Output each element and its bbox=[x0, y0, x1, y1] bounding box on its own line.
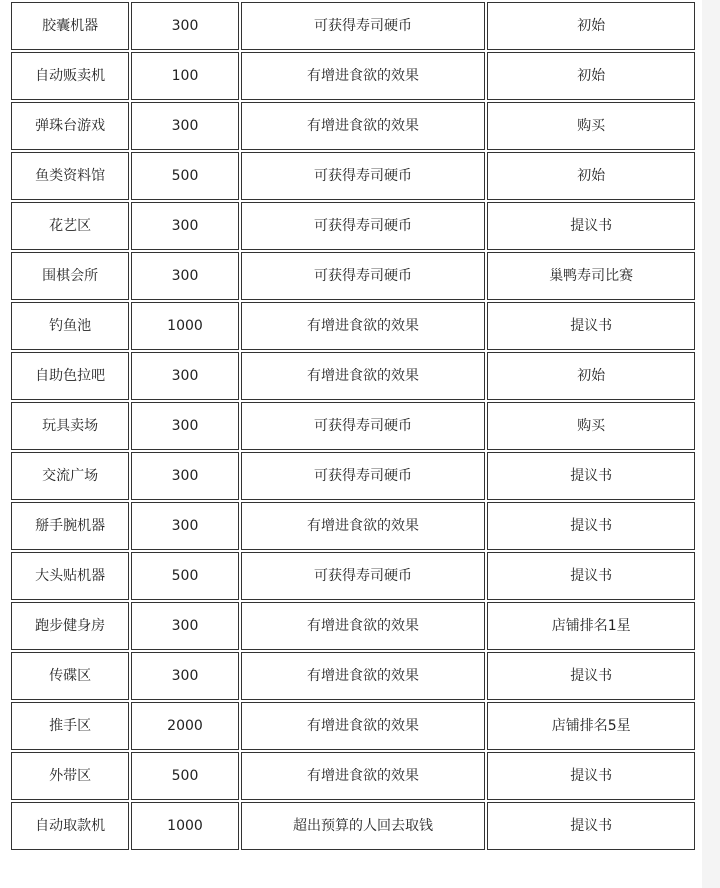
cell-value: 500 bbox=[131, 752, 238, 800]
table-row bbox=[11, 402, 695, 450]
table-body bbox=[11, 2, 695, 850]
cell-value: 300 bbox=[131, 2, 238, 50]
table-container bbox=[9, 0, 697, 852]
cell-name: 自助色拉吧 bbox=[11, 352, 129, 400]
table-row bbox=[11, 452, 695, 500]
cell-effect: 有增进食欲的效果 bbox=[241, 302, 486, 350]
table-row bbox=[11, 102, 695, 150]
cell-name: 外带区 bbox=[11, 752, 129, 800]
cell-effect: 有增进食欲的效果 bbox=[241, 602, 486, 650]
cell-unlock: 购买 bbox=[487, 402, 695, 450]
table-row bbox=[11, 52, 695, 100]
cell-effect: 可获得寿司硬币 bbox=[241, 402, 486, 450]
cell-unlock: 提议书 bbox=[487, 652, 695, 700]
table-row bbox=[11, 352, 695, 400]
table-row bbox=[11, 652, 695, 700]
cell-name: 自动贩卖机 bbox=[11, 52, 129, 100]
cell-name: 钓鱼池 bbox=[11, 302, 129, 350]
table-row bbox=[11, 702, 695, 750]
cell-effect: 有增进食欲的效果 bbox=[241, 652, 486, 700]
cell-name: 跑步健身房 bbox=[11, 602, 129, 650]
table-row bbox=[11, 552, 695, 600]
cell-effect: 可获得寿司硬币 bbox=[241, 152, 486, 200]
cell-unlock: 店铺排名1星 bbox=[487, 602, 695, 650]
cell-name: 玩具卖场 bbox=[11, 402, 129, 450]
table-row bbox=[11, 252, 695, 300]
cell-effect: 可获得寿司硬币 bbox=[241, 2, 486, 50]
table-row bbox=[11, 802, 695, 850]
cell-unlock: 巢鸭寿司比赛 bbox=[487, 252, 695, 300]
cell-unlock: 初始 bbox=[487, 2, 695, 50]
cell-value: 300 bbox=[131, 652, 238, 700]
cell-unlock: 提议书 bbox=[487, 752, 695, 800]
cell-effect: 有增进食欲的效果 bbox=[241, 52, 486, 100]
cell-unlock: 提议书 bbox=[487, 802, 695, 850]
cell-effect: 可获得寿司硬币 bbox=[241, 252, 486, 300]
cell-value: 300 bbox=[131, 352, 238, 400]
cell-name: 自动取款机 bbox=[11, 802, 129, 850]
cell-value: 2000 bbox=[131, 702, 238, 750]
cell-name: 围棋会所 bbox=[11, 252, 129, 300]
cell-effect: 有增进食欲的效果 bbox=[241, 102, 486, 150]
cell-effect: 有增进食欲的效果 bbox=[241, 752, 486, 800]
table-row bbox=[11, 302, 695, 350]
cell-effect: 超出预算的人回去取钱 bbox=[241, 802, 486, 850]
cell-name: 推手区 bbox=[11, 702, 129, 750]
cell-name: 鱼类资料馆 bbox=[11, 152, 129, 200]
cell-value: 500 bbox=[131, 552, 238, 600]
cell-unlock: 初始 bbox=[487, 52, 695, 100]
cell-value: 300 bbox=[131, 452, 238, 500]
cell-unlock: 提议书 bbox=[487, 452, 695, 500]
cell-unlock: 提议书 bbox=[487, 202, 695, 250]
cell-unlock: 提议书 bbox=[487, 302, 695, 350]
facility-table bbox=[9, 0, 697, 852]
cell-value: 1000 bbox=[131, 302, 238, 350]
cell-value: 300 bbox=[131, 202, 238, 250]
cell-effect: 有增进食欲的效果 bbox=[241, 702, 486, 750]
cell-name: 交流广场 bbox=[11, 452, 129, 500]
cell-effect: 有增进食欲的效果 bbox=[241, 502, 486, 550]
table-row bbox=[11, 152, 695, 200]
cell-unlock: 初始 bbox=[487, 352, 695, 400]
cell-value: 300 bbox=[131, 102, 238, 150]
cell-unlock: 初始 bbox=[487, 152, 695, 200]
cell-value: 300 bbox=[131, 252, 238, 300]
table-row bbox=[11, 202, 695, 250]
cell-name: 大头贴机器 bbox=[11, 552, 129, 600]
cell-name: 掰手腕机器 bbox=[11, 502, 129, 550]
cell-unlock: 提议书 bbox=[487, 502, 695, 550]
cell-name: 弹珠台游戏 bbox=[11, 102, 129, 150]
cell-value: 500 bbox=[131, 152, 238, 200]
cell-value: 100 bbox=[131, 52, 238, 100]
cell-effect: 有增进食欲的效果 bbox=[241, 352, 486, 400]
table-row bbox=[11, 752, 695, 800]
cell-unlock: 提议书 bbox=[487, 552, 695, 600]
cell-unlock: 购买 bbox=[487, 102, 695, 150]
table-row bbox=[11, 2, 695, 50]
table-row bbox=[11, 502, 695, 550]
table-row bbox=[11, 602, 695, 650]
cell-effect: 可获得寿司硬币 bbox=[241, 552, 486, 600]
cell-unlock: 店铺排名5星 bbox=[487, 702, 695, 750]
cell-name: 传碟区 bbox=[11, 652, 129, 700]
cell-value: 300 bbox=[131, 502, 238, 550]
cell-name: 胶囊机器 bbox=[11, 2, 129, 50]
scrollbar-track[interactable] bbox=[702, 0, 720, 888]
cell-value: 1000 bbox=[131, 802, 238, 850]
cell-value: 300 bbox=[131, 602, 238, 650]
cell-effect: 可获得寿司硬币 bbox=[241, 452, 486, 500]
cell-name: 花艺区 bbox=[11, 202, 129, 250]
cell-value: 300 bbox=[131, 402, 238, 450]
cell-effect: 可获得寿司硬币 bbox=[241, 202, 486, 250]
